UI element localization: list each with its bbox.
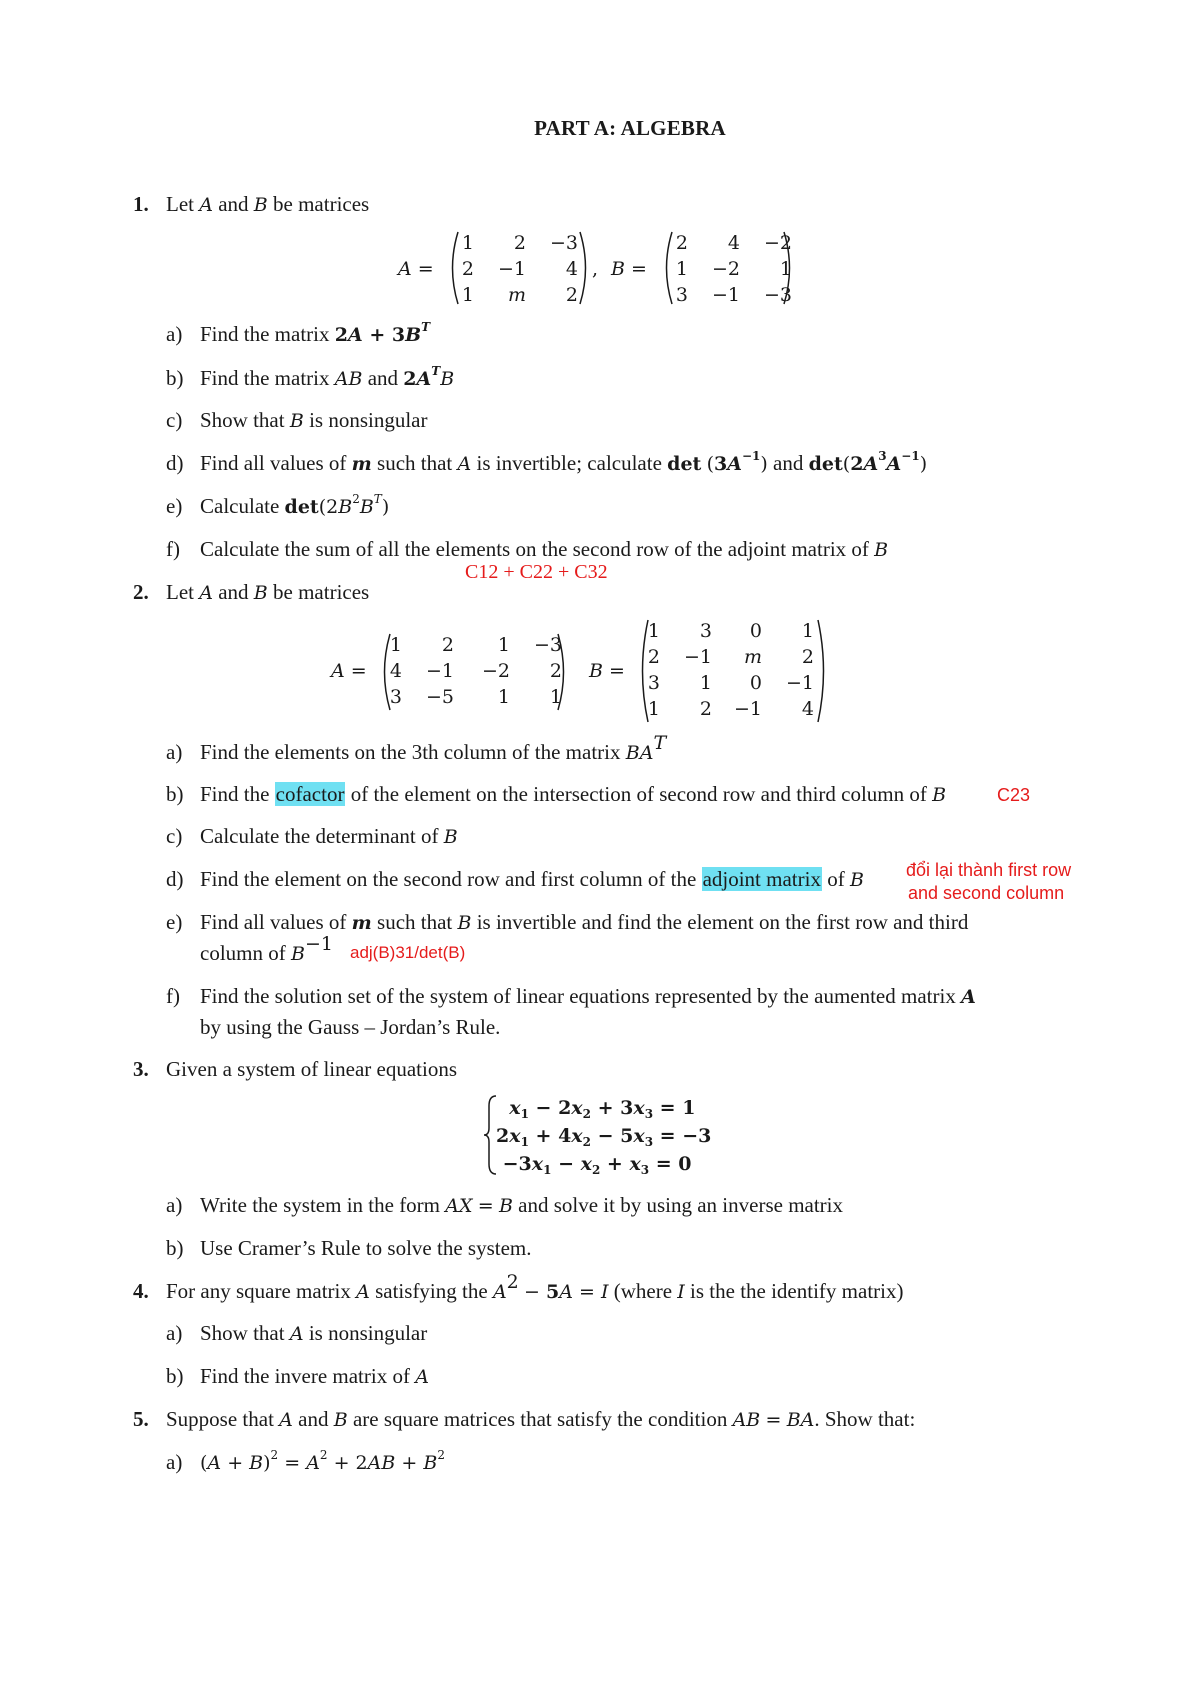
matrix-entry: −2 [711,258,740,280]
matrix-entry: 4 [565,258,578,280]
q5-intro: Suppose that A and B are square matrices that satisfy the condition AB = BA. Show that: [166,1407,916,1431]
matrix-entry: m [507,284,526,306]
highlight-adjoint-matrix: adjoint matrix [702,867,821,891]
matrix-entry: −3 [763,284,792,306]
q2-d-handnote-line2: and second column [908,883,1065,903]
matrix-entry: 1 [779,258,792,280]
matrix-entry: −2 [481,660,510,682]
q2-b-label: b) [166,782,184,806]
q5-a-label: a) [166,1450,183,1474]
matrix-entry: 4 [801,698,814,720]
matrix-entry: m [743,646,762,668]
q2-matrix-a-right-paren [556,632,570,712]
q2-b-handnote: C23 [997,785,1031,805]
matrix-entry: 2 [513,232,526,254]
matrix-entry: 3 [675,284,688,306]
matrix-entry: −1 [733,698,762,720]
q1-matrix-a-label: A = [398,258,434,280]
matrix-entry: 1 [497,686,510,708]
matrix-entry: −1 [683,646,712,668]
q2-f-text-line1: Find the solution set of the system of linear equations represented by the aumented matrix A [200,984,976,1008]
q1-a-label: a) [166,322,183,346]
q1-matrix-a-right-paren [578,230,592,306]
matrix-entry: 1 [461,232,474,254]
q2-matrix-b-right-paren [816,618,830,724]
matrix-entry: −1 [425,660,454,682]
q4-b-text: Find the invere matrix of A [200,1364,429,1388]
highlight-cofactor: cofactor [275,782,345,806]
q3-equation-1: $x_1 - 2x_2 + 3x_3 = 1$ [509,1097,696,1121]
q2-c-label: c) [166,824,183,848]
matrix-entry: 1 [461,284,474,306]
matrix-entry: 2 [565,284,578,306]
matrix-entry: 2 [699,698,712,720]
q4-a-label: a) [166,1321,183,1345]
matrix-entry: −3 [533,634,562,656]
q1-e-text: Calculate $\det(2B^2B^T)$ [200,492,390,518]
matrix-entry: 2 [441,634,454,656]
q1-number: 1. [133,192,149,216]
q1-matrix-a [452,230,578,308]
q2-e-handnote: adj(B)31/det(B) [350,943,466,962]
q1-intro: Let A and B be matrices [166,192,370,216]
q4-intro: For any square matrix A satisfying the $A^2 - 5A = I$ (where I is the the identify matrix) [166,1271,904,1303]
matrix-entry: 3 [699,620,712,642]
q5-number: 5. [133,1407,149,1431]
matrix-entry: 1 [647,698,660,720]
q1-matrix-b [666,230,792,308]
matrix-entry: 4 [727,232,740,254]
q2-b-text: Find the cofactor of the element on the intersection of second row and third column of B [200,782,947,806]
q1-b-label: b) [166,366,184,390]
q1-d-label: d) [166,451,184,475]
q2-matrix-b-label: B = [589,660,625,682]
q1-f-label: f) [166,537,180,561]
matrix-entry: −1 [711,284,740,306]
q4-number: 4. [133,1279,149,1303]
q2-e-text-line1: Find all values of m such that B is invertible and find the element on the first row and third [200,910,969,934]
q3-equation-2: $2x_1 + 4x_2 - 5x_3 = -3$ [496,1125,712,1149]
q1-c-label: c) [166,408,183,432]
matrix-entry: 1 [801,620,814,642]
q2-a-label: a) [166,740,183,764]
q3-b-text: Use Cramer’s Rule to solve the system. [200,1236,532,1260]
q1-d-text: Find all values of m such that A is invertible; calculate $\det (3A^{-1})$ and $\det(2A^3A^{-1})$ [200,449,928,475]
matrix-entry: 2 [675,232,688,254]
q2-f-label: f) [166,984,180,1008]
matrix-entry: 1 [647,620,660,642]
matrix-entry: 4 [389,660,402,682]
matrix-entry: −1 [785,672,814,694]
q3-intro: Given a system of linear equations [166,1057,458,1081]
q1-f-text: Calculate the sum of all the elements on the second row of the adjoint matrix of B [200,537,889,561]
q1-matrix-b-label: B = [611,258,647,280]
q2-matrix-a-label: A = [331,660,367,682]
q1-matrix-b-right-paren [782,230,796,306]
q3-number: 3. [133,1057,149,1081]
matrix-entry: 3 [389,686,402,708]
q1-b-text: Find the matrix AB and $2A^TB$ [200,364,455,390]
q3-a-text: Write the system in the form AX = B and solve it by using an inverse matrix [200,1193,844,1217]
q2-intro: Let A and B be matrices [166,580,370,604]
q1-c-text: Show that B is nonsingular [200,408,428,432]
matrix-entry: −5 [425,686,454,708]
matrix-entry: 1 [675,258,688,280]
q2-d-text: Find the element on the second row and first column of the adjoint matrix of B [200,867,864,891]
matrix-entry: 2 [801,646,814,668]
matrix-entry: −3 [549,232,578,254]
q2-d-label: d) [166,867,184,891]
q2-e-text-line2: column of $B^{-1}$ [200,933,333,965]
matrix-entry: 1 [389,634,402,656]
matrix-entry: 1 [699,672,712,694]
matrix-entry: 3 [647,672,660,694]
q4-a-text: Show that A is nonsingular [200,1321,428,1345]
q1-matrix-sep: , [592,258,599,280]
matrix-entry: 1 [549,686,562,708]
q1-f-handnote: C12 + C22 + C32 [465,561,608,583]
q2-f-text-line2: by using the Gauss – Jordan’s Rule. [200,1015,501,1039]
q2-d-handnote-line1: đổi lại thành first row [906,860,1072,880]
q2-c-text: Calculate the determinant of B [200,824,458,848]
matrix-entry: 0 [749,620,762,642]
q5-a-text: $(A + B)^2 = A^2 + 2AB + B^2$ [200,1448,445,1474]
q3-a-label: a) [166,1193,183,1217]
matrix-entry: 2 [549,660,562,682]
q1-e-label: e) [166,494,183,518]
matrix-entry: 2 [647,646,660,668]
matrix-entry: −2 [763,232,792,254]
matrix-entry: 1 [497,634,510,656]
q3-b-label: b) [166,1236,184,1260]
q2-number: 2. [133,580,149,604]
q3-equation-3: $-3x_1 - x_2 + x_3 = 0$ [496,1153,692,1177]
q4-b-label: b) [166,1364,184,1388]
q2-matrix-b [642,618,814,722]
page-title: PART A: ALGEBRA [534,116,726,140]
q2-e-label: e) [166,910,183,934]
matrix-entry: −1 [497,258,526,280]
matrix-entry: 0 [749,672,762,694]
q1-a-text: Find the matrix $2A + 3B^T$ [200,320,431,346]
matrix-entry: 2 [461,258,474,280]
q2-matrix-a [384,632,562,710]
q2-a-text: Find the elements on the 3th column of the matrix $BA^T$ [200,732,667,764]
